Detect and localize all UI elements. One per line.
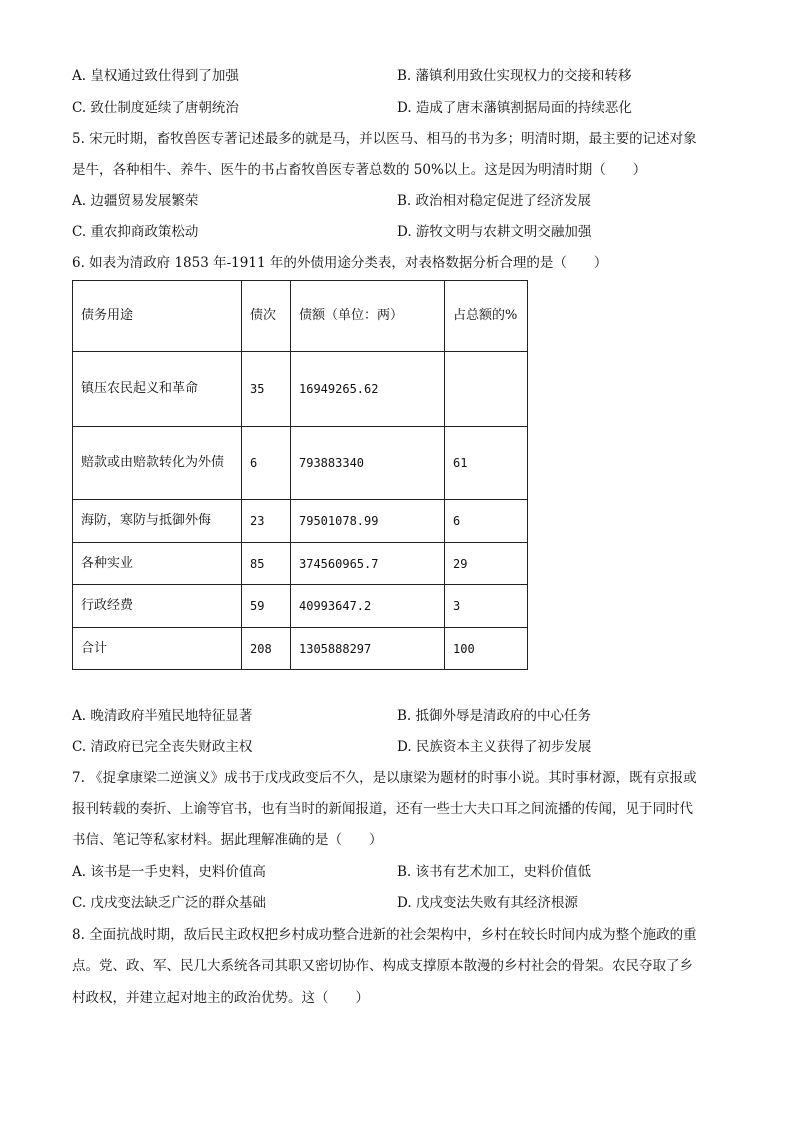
table-cell: 合计 [73, 628, 242, 670]
q7-stem-line2: 报刊转载的奏折、上谕等官书，也有当时的新闻报道，还有一些士大夫口耳之间流播的传闻，见于同时代 [72, 801, 693, 817]
table-cell: 6 [242, 427, 291, 500]
table-cell: 6 [445, 500, 528, 543]
q6-option-b: B. 抵御外辱是清政府的中心任务 [397, 708, 592, 724]
table-cell: 374560965.7 [291, 543, 445, 585]
table-cell: 793883340 [291, 427, 445, 500]
table-cell: 各种实业 [73, 543, 242, 585]
table-row [73, 543, 528, 585]
table-cell: 100 [445, 628, 528, 670]
table-cell: 79501078.99 [291, 500, 445, 543]
q7-stem-line1: 7. 《捉拿康梁二逆演义》成书于戊戌政变后不久，是以康梁为题材的时事小说。其时事材源，既有京报或 [72, 770, 697, 786]
q7-option-a: A. 该书是一手史料，史料价值高 [72, 864, 266, 880]
table-header-cell: 占总额的% [445, 281, 528, 352]
table-cell: 1305888297 [291, 628, 445, 670]
q5-option-a: A. 边疆贸易发展繁荣 [72, 193, 199, 209]
q8-stem-line2: 点。党、政、军、民几大系统各司其职又密切协作、构成支撑原本散漫的乡村社会的骨架。农民夺取了乡 [72, 958, 693, 974]
q7-option-d: D. 戊戌变法失败有其经济根源 [397, 895, 578, 911]
q6-option-d: D. 民族资本主义获得了初步发展 [397, 739, 592, 755]
table-cell: 61 [445, 427, 528, 500]
q5-option-b: B. 政治相对稳定促进了经济发展 [397, 193, 592, 209]
table-cell: 镇压农民起义和革命 [73, 352, 242, 427]
table-cell: 208 [242, 628, 291, 670]
table-cell: 85 [242, 543, 291, 585]
q7-option-c: C. 戊戌变法缺乏广泛的群众基础 [72, 895, 266, 911]
q5-option-c: C. 重农抑商政策松动 [72, 224, 199, 240]
table-row [73, 352, 528, 427]
q5-option-d: D. 游牧文明与农耕文明交融加强 [397, 224, 592, 240]
q6-option-c: C. 清政府已完全丧失财政主权 [72, 739, 253, 755]
q8-stem-line1: 8. 全面抗战时期，敌后民主政权把乡村成功整合进新的社会架构中，乡村在较长时间内成为整个施政的重 [72, 927, 697, 943]
q5-stem-line1: 5. 宋元时期，畜牧兽医专著记述最多的就是马，并以医马、相马的书为多；明清时期，最主要的记述对象 [72, 131, 697, 147]
table-cell: 赔款或由赔款转化为外债 [73, 427, 242, 500]
table-header-cell: 债额（单位：两） [291, 281, 445, 352]
table-row [73, 500, 528, 543]
table-cell: 海防，寒防与抵御外侮 [73, 500, 242, 543]
table-header-cell: 债务用途 [73, 281, 242, 352]
q6-stem: 6. 如表为清政府 1853 年-1911 年的外债用途分类表，对表格数据分析合理的是（ ） [72, 255, 608, 271]
table-cell: 35 [242, 352, 291, 427]
foreign-debt-table [72, 280, 528, 670]
table-cell: 23 [242, 500, 291, 543]
table-cell: 29 [445, 543, 528, 585]
table-cell: 40993647.2 [291, 585, 445, 628]
table-row [73, 427, 528, 500]
q6-option-a: A. 晚清政府半殖民地特征显著 [72, 708, 253, 724]
q7-option-b: B. 该书有艺术加工，史料价值低 [397, 864, 592, 880]
table-cell: 3 [445, 585, 528, 628]
q4-option-c: C. 致仕制度延续了唐朝统治 [72, 100, 239, 116]
q7-stem-line3: 书信、笔记等私家材料。据此理解准确的是（ ） [72, 832, 383, 848]
table-row [73, 628, 528, 670]
q4-option-a: A. 皇权通过致仕得到了加强 [72, 68, 239, 84]
table-cell: 59 [242, 585, 291, 628]
table-header-row [73, 281, 528, 352]
table-header-cell: 债次 [242, 281, 291, 352]
q5-stem-line2: 是牛，各种相牛、养牛、医牛的书占畜牧兽医专著总数的 50%以上。这是因为明清时期（ ） [72, 162, 647, 178]
table-row [73, 585, 528, 628]
table-cell: 16949265.62 [291, 352, 445, 427]
table-cell [445, 352, 528, 427]
q8-stem-line3: 村政权，并建立起对地主的政治优势。这（ ） [72, 990, 369, 1006]
q4-option-b: B. 藩镇利用致仕实现权力的交接和转移 [397, 68, 632, 84]
table-cell: 行政经费 [73, 585, 242, 628]
q4-option-d: D. 造成了唐末藩镇割据局面的持续恶化 [397, 100, 632, 116]
